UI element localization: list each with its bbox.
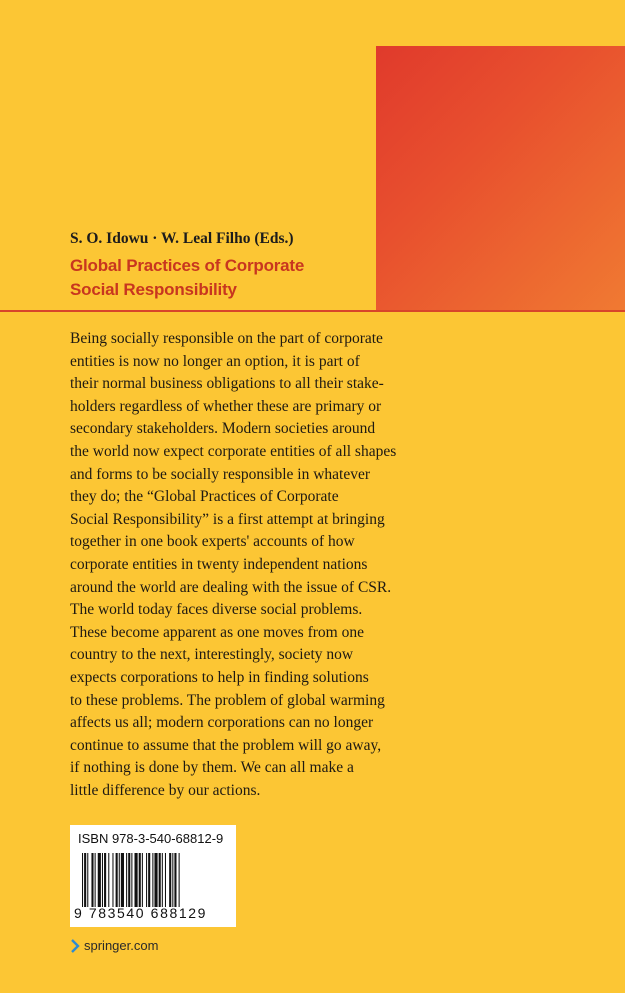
barcode-digits: 9 783540 688129 — [74, 905, 207, 921]
isbn-label: ISBN 978-3-540-68812-9 — [78, 831, 224, 846]
authors-line: S. O. Idowu · W. Leal Filho (Eds.) — [70, 230, 294, 247]
blurb-line: affects us all; modern corporations can no longer — [70, 714, 374, 732]
book-title-line-2: Social Responsibility — [70, 280, 237, 299]
blurb-line: Being socially responsible on the part of corporate — [70, 330, 383, 347]
blurb-line: their normal business obligations to all their stake- — [70, 375, 384, 393]
blurb-line: they do; the “Global Practices of Corporate — [70, 488, 339, 506]
blurb-line: if nothing is done by them. We can all make a — [70, 759, 354, 777]
isbn-barcode — [70, 825, 236, 927]
blurb-line: around the world are dealing with the issue of CSR. — [70, 578, 392, 596]
blurb-line: expects corporations to help in finding solutions — [70, 668, 369, 686]
blurb-line: the world now expect corporate entities of all shapes — [70, 442, 397, 460]
publisher-footer[interactable] — [70, 938, 158, 953]
blurb-line: Social Responsibility” is a first attempt at bringing — [70, 510, 385, 528]
blurb-line: corporate entities in twenty independent nations — [70, 555, 368, 573]
blurb-text — [70, 328, 396, 802]
blurb-line: These become apparent as one moves from one — [70, 623, 364, 641]
blurb-line: continue to assume that the problem will go away, — [70, 736, 382, 754]
blurb-line: and forms to be socially responsible in whatever — [70, 465, 371, 483]
barcode-bars — [82, 853, 227, 907]
book-title-line-1: Global Practices of Corporate — [70, 256, 305, 275]
blurb-line: The world today faces diverse social problems. — [70, 601, 363, 619]
blurb-line: country to the next, interestingly, society now — [70, 646, 354, 664]
blurb-line: together in one book experts' accounts of how — [70, 533, 355, 551]
horizontal-rule — [0, 310, 625, 312]
blurb-line: to these problems. The problem of global warming — [70, 691, 385, 709]
publisher-link[interactable]: springer.com — [84, 938, 159, 953]
book-title — [70, 254, 304, 302]
blurb-line: secondary stakeholders. Modern societies around — [70, 420, 376, 438]
blurb-line: entities is now no longer an option, it is part of — [70, 352, 360, 370]
blurb-line: holders regardless of whether these are primary or — [70, 397, 382, 415]
chevron-right-icon — [70, 939, 80, 953]
blurb-line: little difference by our actions. — [70, 781, 261, 799]
decorative-red-block — [376, 46, 625, 311]
